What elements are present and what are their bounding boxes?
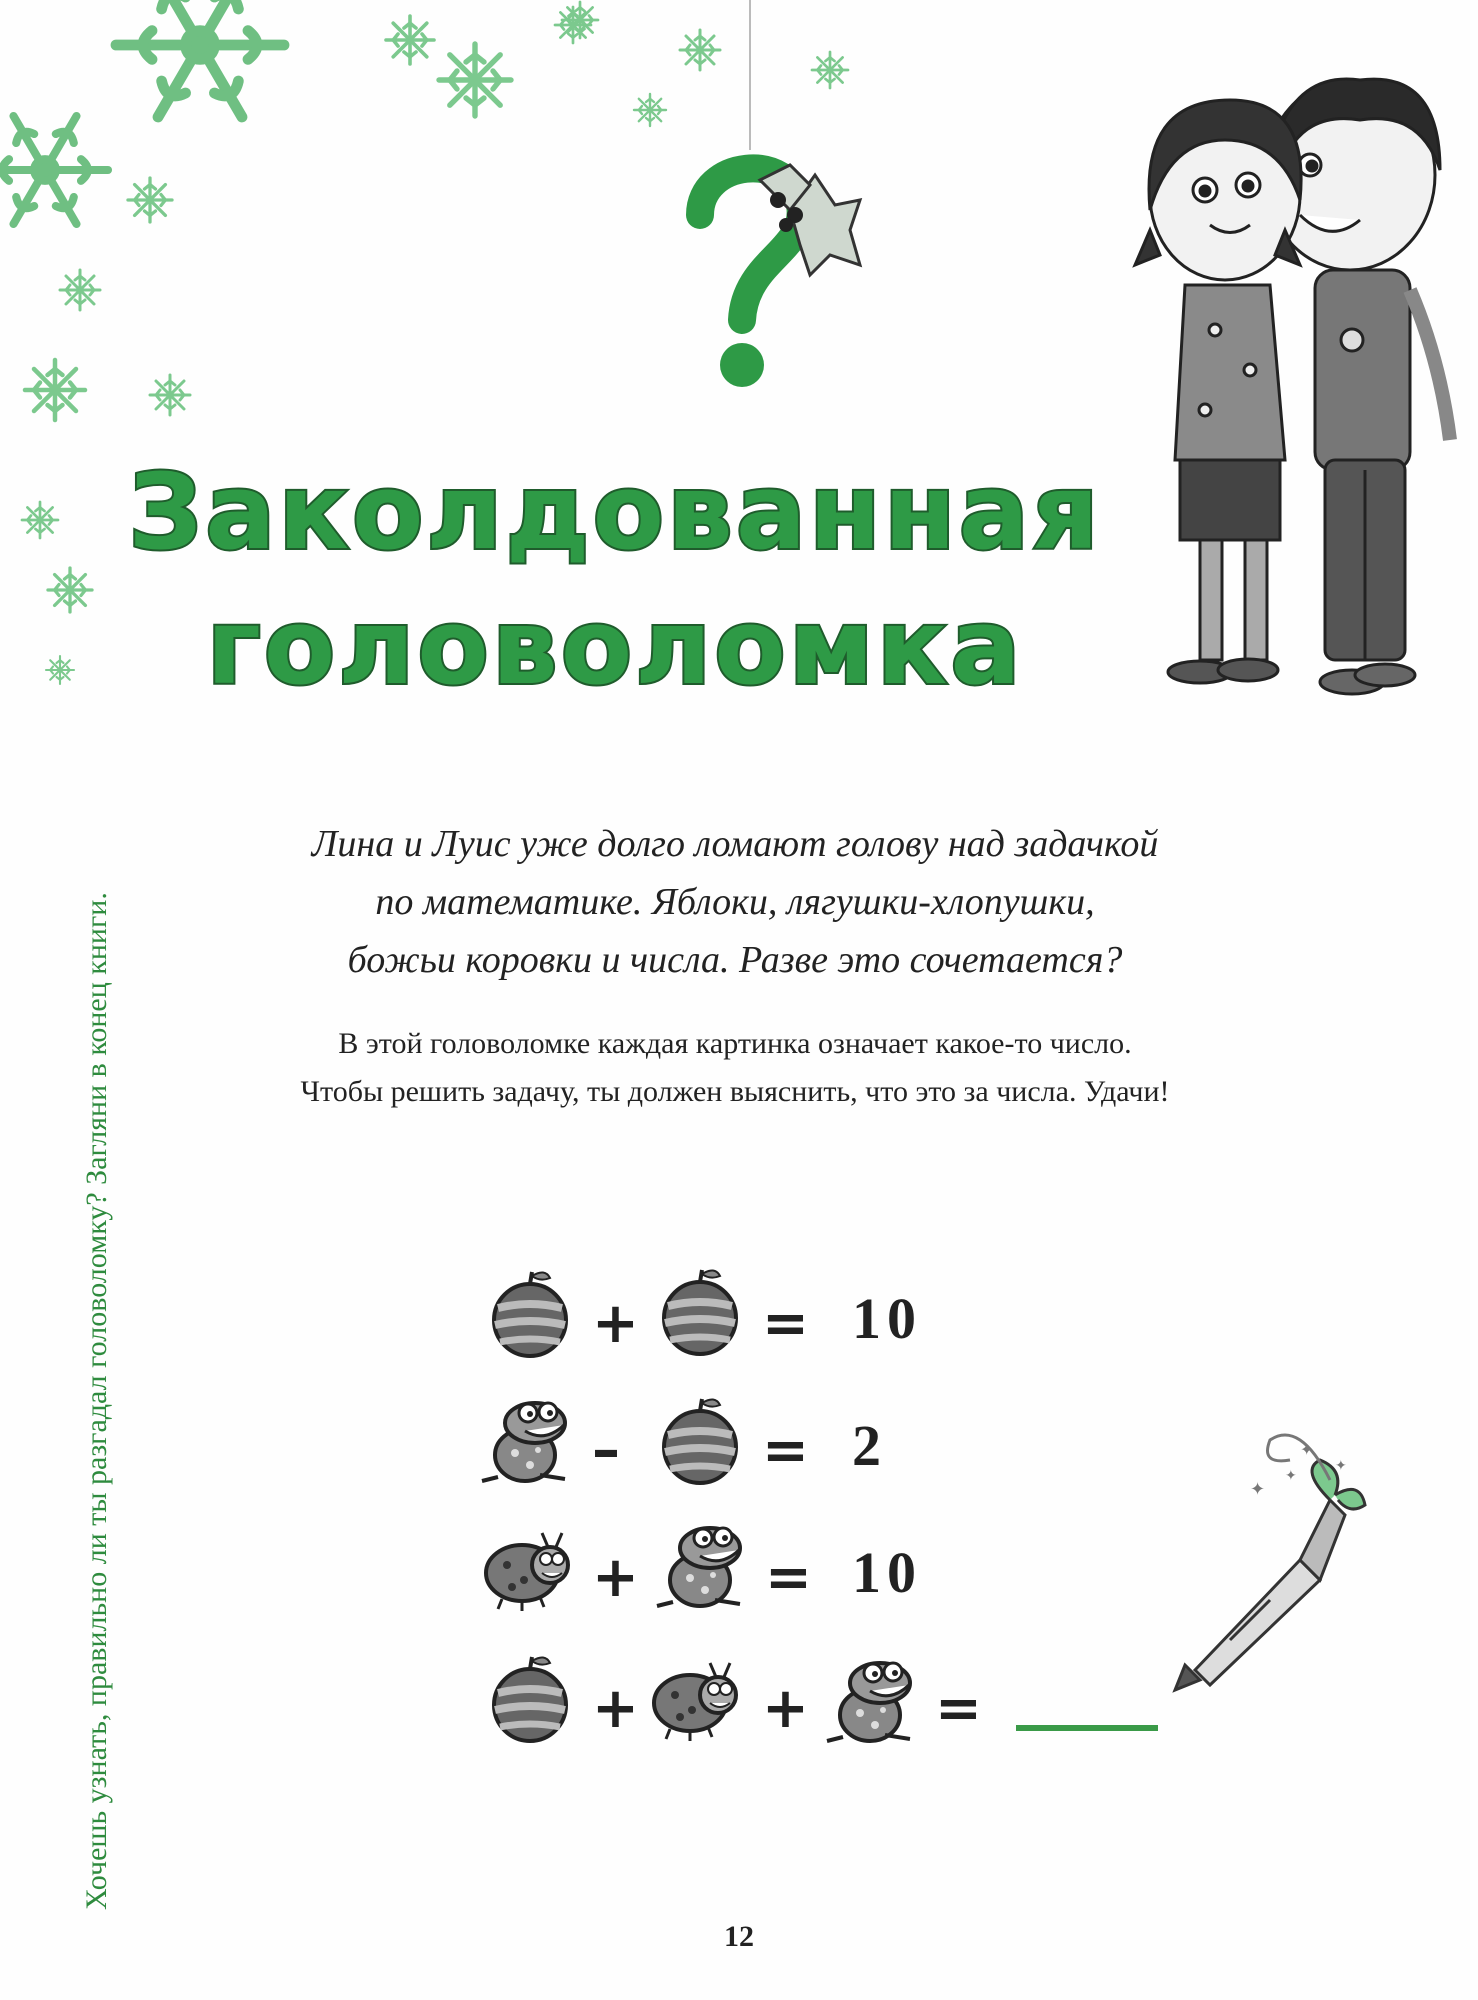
frog-icon <box>655 1520 745 1610</box>
apple-icon <box>660 1268 740 1358</box>
svg-text:✦: ✦ <box>1335 1458 1347 1474</box>
svg-text:✦: ✦ <box>1250 1479 1266 1500</box>
svg-text:✦: ✦ <box>1285 1468 1297 1484</box>
equals-sign: = <box>762 1291 809 1356</box>
side-note: Хочешь узнать, правильно ли ты разгадал головоломку? Загляни в конец книги. <box>80 892 113 1910</box>
equation-row <box>480 1268 1180 1378</box>
equals-sign: = <box>762 1418 809 1483</box>
instruction-line: Чтобы решить задачу, ты должен выяснить, что это за числа. Удачи! <box>300 1075 1170 1108</box>
ladybug-icon <box>482 1525 572 1615</box>
equals-sign: = <box>935 1676 982 1741</box>
operator: + <box>592 1676 639 1741</box>
intro-text <box>230 815 1240 989</box>
equation-row <box>480 1395 1180 1505</box>
equation-result: 10 <box>852 1286 922 1351</box>
equation-result: 2 <box>852 1413 887 1478</box>
ladybug-icon <box>650 1655 740 1745</box>
operator: + <box>762 1676 809 1741</box>
instructions-text <box>180 1020 1290 1116</box>
intro-line: божьи коровки и числа. Разве это сочетается? <box>347 939 1123 981</box>
operator: + <box>592 1291 639 1356</box>
equation-result: 10 <box>852 1540 922 1605</box>
intro-line: Лина и Луис уже долго ломают голову над задачкой <box>311 823 1159 865</box>
instruction-line: В этой головоломке каждая картинка означает какое-то число. <box>338 1027 1132 1060</box>
page-title-line-1: Заколдованная <box>128 451 1102 573</box>
apple-icon <box>490 1270 570 1360</box>
intro-line: по математике. Яблоки, лягушки-хлопушки, <box>375 881 1095 923</box>
frog-icon <box>480 1395 570 1485</box>
operator: + <box>592 1545 639 1610</box>
operator: – <box>592 1418 620 1483</box>
answer-blank[interactable] <box>1016 1725 1158 1731</box>
equals-sign: = <box>765 1545 812 1610</box>
page-title-line-2: головоломка <box>206 586 1024 708</box>
page-number: 12 <box>724 1920 754 1953</box>
equation-row <box>480 1655 1180 1765</box>
apple-icon <box>660 1397 740 1487</box>
apple-icon <box>490 1655 570 1745</box>
frog-icon <box>825 1655 915 1745</box>
svg-text:✦: ✦ <box>1300 1440 1314 1459</box>
equation-row <box>480 1520 1180 1630</box>
